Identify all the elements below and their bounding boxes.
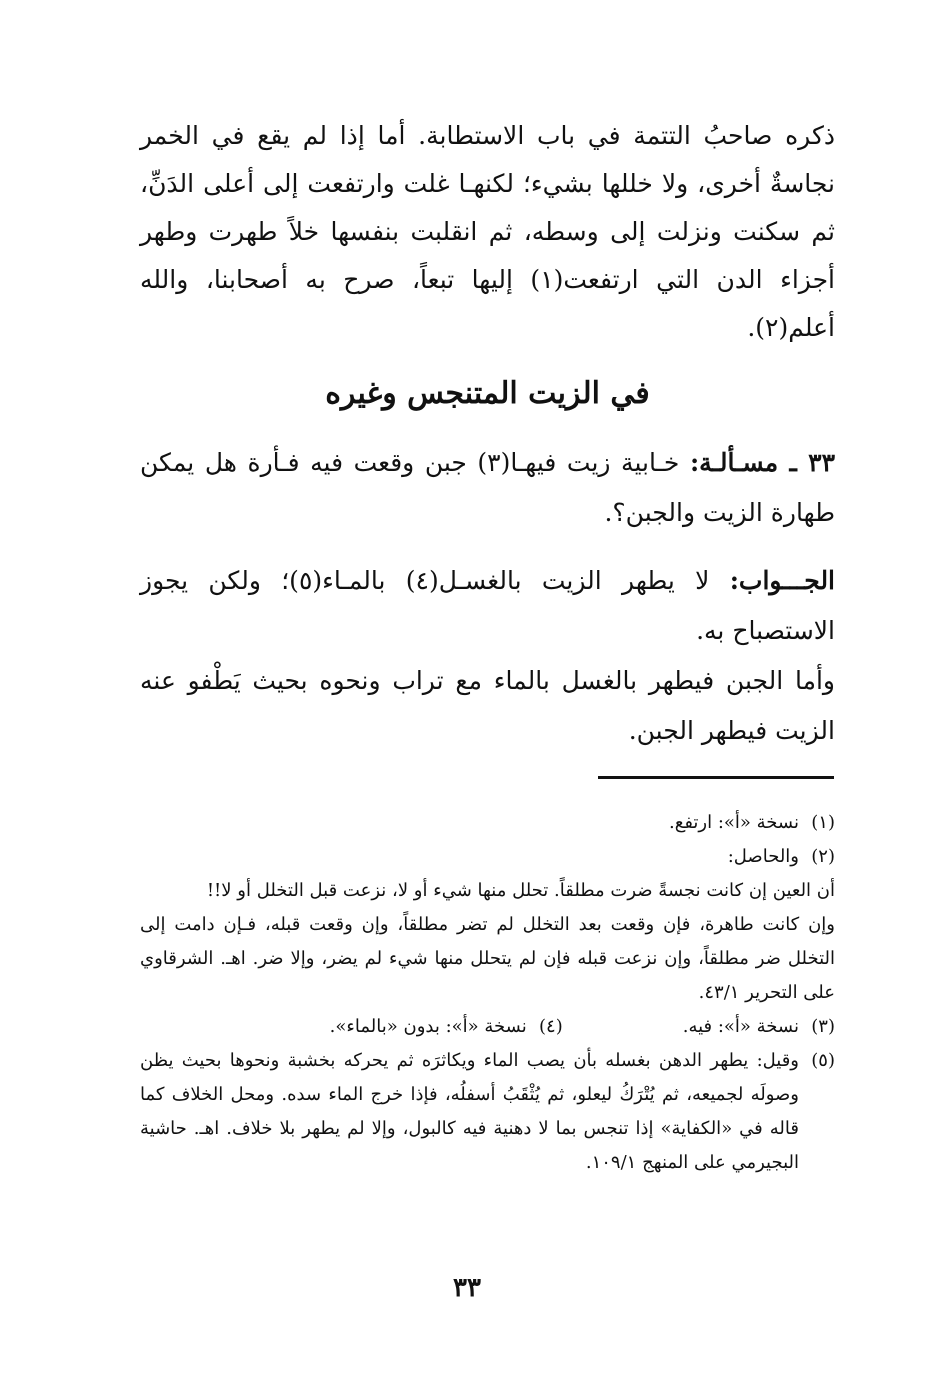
cheese-paragraph: وأما الجبن فيطهر بالغسل بالماء مع تراب ونحوه بحيث يَطْفو عنه الزيت فيطهر الجبن.: [140, 666, 835, 745]
footnote-5: [140, 1044, 835, 1180]
intro-paragraph: ذكره صاحبُ التتمة في باب الاستطابة. أما إذا لم يقع في الخمر نجاسةٌ أخرى، ولا خللها بشيء؛ لكنهـا غلت وارتفعت إلى أعلى الدَنِّ، ثم سكنت ونزلت إلى وسطه، ثم انقلبت بنفسها خلاً طهرت وطهر أجزاء الدن التي ارتفعت(١) إليها تبعاً، صرح به أصحابنا، والله أعلم(٢).: [140, 121, 835, 342]
section-heading: في الزيت المتنجس وغيره: [325, 376, 650, 411]
footnote-1: [140, 806, 835, 840]
footnote-2-para-1: أن العين إن كانت نجسةً ضرت مطلقاً. تحلل منها شيء أو لا، نزعت قبل التخلل أو لا!!: [206, 880, 835, 901]
footnote-text: وقيل: يطهر الدهن بغسله بأن يصب الماء ويكاثرَه ثم يحركه بخشبة ونحوها بحيث يظن وصولَه لجميعه، ثم يُتْرَكُ ليعلو، ثم يُثْقَبُ أسفلُه، فإذا خرج الماء سده. ومحل الخلاف كما قاله في «الكفاية» إذا تنجس بما لا دهنية فيه كالبول، وإلا لم يطهر بلا خلاف. اهـ. حاشية البجيرمي على المنهج ١٠٩/١.: [140, 1050, 799, 1173]
question-paragraph: [140, 438, 835, 538]
answer-text: لا يطهر الزيت بالغسـل(٤) بالمـاء(٥)؛ ولكن يجوز الاستصباح به.: [140, 566, 835, 645]
footnote-3-text: نسخة «أ»: فيه.: [682, 1016, 799, 1037]
footnotes-3-4-row: [140, 1010, 835, 1044]
footnote-text: والحاصل:: [727, 846, 799, 867]
answer-label: الجـــواب:: [729, 566, 836, 595]
answer-paragraph: [140, 556, 835, 656]
footnote-number: (٥): [811, 1050, 835, 1071]
spacer: [563, 1010, 683, 1044]
question-text: خـابية زيت فيهـا(٣) جبن وقعت فيه فـأرة هل يمكن طهارة الزيت والجبن؟.: [140, 448, 835, 527]
footnote-4-text: نسخة «أ»: بدون «بالماء».: [329, 1016, 527, 1037]
footnote-number: (٢): [811, 846, 835, 867]
page-number: ٣٣: [453, 1273, 481, 1303]
footnote-number: (٤): [538, 1016, 563, 1037]
footnote-2-para-2: وإن كانت طاهرة، فإن وقعت بعد التخلل لم تضر مطلقاً، وإن وقعت قبله، فـإن دامت إلى التخلل ضر مطلقاً، وإن نزعت قبله فإن لم يتحلل منها شيء لم يضر، وإلا ضر. اهـ. الشرقاوي على التحرير ٤٣/١.: [140, 914, 835, 1003]
question-label: ٣٣ ـ مسـألـة:: [689, 448, 835, 477]
footnote-divider: [598, 776, 834, 779]
footnotes: [140, 806, 835, 1180]
footnote-number: (١): [811, 812, 835, 833]
footnote-number: (٣): [811, 1016, 835, 1037]
footnote-text: نسخة «أ»: ارتفع.: [669, 812, 799, 833]
footnote-2: [140, 840, 835, 874]
